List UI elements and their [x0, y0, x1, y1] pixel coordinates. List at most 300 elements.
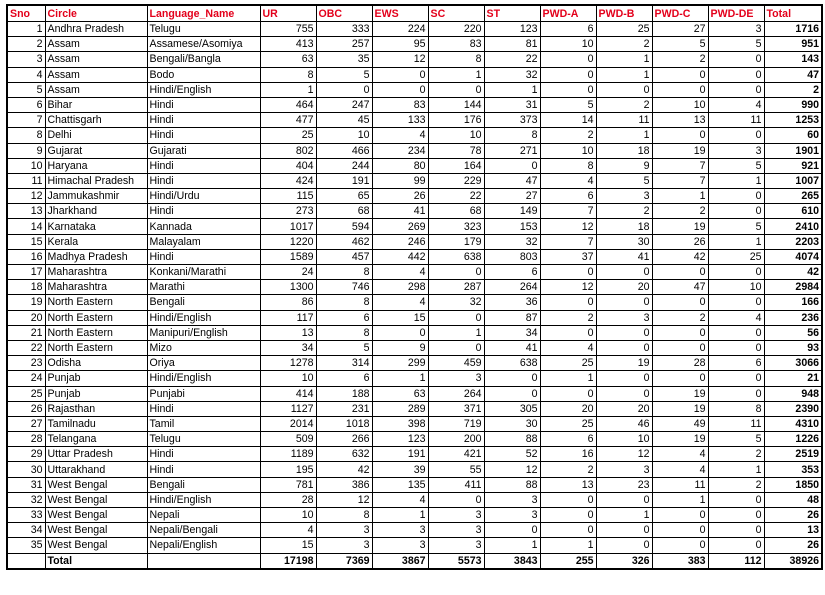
table-cell[interactable]: Bengali: [147, 295, 260, 310]
table-cell[interactable]: 28: [260, 492, 316, 507]
table-cell[interactable]: North Eastern: [45, 295, 147, 310]
table-cell[interactable]: 1: [596, 52, 652, 67]
table-cell[interactable]: 35: [316, 52, 372, 67]
table-cell[interactable]: 30: [596, 234, 652, 249]
table-cell[interactable]: 264: [428, 386, 484, 401]
table-cell[interactable]: 34: [7, 523, 45, 538]
table-cell[interactable]: 88: [484, 432, 540, 447]
table-cell[interactable]: 6: [540, 189, 596, 204]
table-cell[interactable]: 28: [652, 356, 708, 371]
table-cell[interactable]: 11: [652, 477, 708, 492]
table-cell[interactable]: West Bengal: [45, 508, 147, 523]
table-cell[interactable]: Hindi: [147, 158, 260, 173]
table-cell[interactable]: 0: [652, 508, 708, 523]
table-cell[interactable]: 11: [708, 416, 764, 431]
table-cell[interactable]: 1: [652, 492, 708, 507]
table-cell[interactable]: 0: [708, 371, 764, 386]
table-cell[interactable]: 23: [7, 356, 45, 371]
table-cell[interactable]: 3: [372, 523, 428, 538]
table-cell[interactable]: Jharkhand: [45, 204, 147, 219]
table-cell[interactable]: 25: [260, 128, 316, 143]
table-cell[interactable]: 0: [540, 508, 596, 523]
total-cell[interactable]: 38926: [764, 553, 822, 569]
table-cell[interactable]: 11: [708, 113, 764, 128]
table-cell[interactable]: 188: [316, 386, 372, 401]
column-header[interactable]: Language_Name: [147, 5, 260, 22]
table-cell[interactable]: 0: [708, 265, 764, 280]
table-cell[interactable]: 3: [7, 52, 45, 67]
table-cell[interactable]: 149: [484, 204, 540, 219]
table-cell[interactable]: 234: [372, 143, 428, 158]
table-cell[interactable]: Hindi: [147, 128, 260, 143]
table-cell[interactable]: 13: [7, 204, 45, 219]
table-cell[interactable]: 0: [708, 189, 764, 204]
table-cell[interactable]: 2: [764, 82, 822, 97]
table-cell[interactable]: 10: [708, 280, 764, 295]
table-cell[interactable]: 3: [596, 462, 652, 477]
table-cell[interactable]: Rajasthan: [45, 401, 147, 416]
table-cell[interactable]: 638: [428, 249, 484, 264]
table-cell[interactable]: 0: [484, 158, 540, 173]
table-cell[interactable]: 0: [540, 492, 596, 507]
column-header[interactable]: OBC: [316, 5, 372, 22]
table-cell[interactable]: 0: [596, 538, 652, 553]
table-cell[interactable]: 10: [316, 128, 372, 143]
table-cell[interactable]: 8: [540, 158, 596, 173]
table-cell[interactable]: 323: [428, 219, 484, 234]
table-cell[interactable]: 19: [7, 295, 45, 310]
table-cell[interactable]: 1: [708, 234, 764, 249]
table-cell[interactable]: 0: [708, 82, 764, 97]
table-cell[interactable]: 0: [652, 340, 708, 355]
table-cell[interactable]: Kerala: [45, 234, 147, 249]
table-cell[interactable]: Chattisgarh: [45, 113, 147, 128]
table-cell[interactable]: 31: [484, 97, 540, 112]
table-cell[interactable]: 0: [652, 82, 708, 97]
total-cell[interactable]: Total: [45, 553, 147, 569]
table-cell[interactable]: 179: [428, 234, 484, 249]
table-cell[interactable]: 20: [596, 401, 652, 416]
table-cell[interactable]: Odisha: [45, 356, 147, 371]
table-cell[interactable]: 1901: [764, 143, 822, 158]
table-cell[interactable]: 9: [372, 340, 428, 355]
table-cell[interactable]: North Eastern: [45, 310, 147, 325]
table-cell[interactable]: 88: [484, 477, 540, 492]
table-cell[interactable]: 4: [372, 265, 428, 280]
table-cell[interactable]: 266: [316, 432, 372, 447]
table-cell[interactable]: 14: [7, 219, 45, 234]
table-cell[interactable]: 22: [484, 52, 540, 67]
table-cell[interactable]: 3: [372, 538, 428, 553]
table-cell[interactable]: 0: [596, 265, 652, 280]
table-cell[interactable]: Hindi/English: [147, 371, 260, 386]
table-cell[interactable]: 78: [428, 143, 484, 158]
table-cell[interactable]: 49: [652, 416, 708, 431]
table-cell[interactable]: 18: [596, 143, 652, 158]
table-cell[interactable]: 411: [428, 477, 484, 492]
table-cell[interactable]: 5: [540, 97, 596, 112]
table-cell[interactable]: Nepali: [147, 508, 260, 523]
table-cell[interactable]: 264: [484, 280, 540, 295]
table-cell[interactable]: 421: [428, 447, 484, 462]
table-cell[interactable]: 25: [540, 416, 596, 431]
table-cell[interactable]: 7: [652, 173, 708, 188]
table-cell[interactable]: 16: [540, 447, 596, 462]
table-cell[interactable]: Uttarakhand: [45, 462, 147, 477]
table-cell[interactable]: Hindi: [147, 462, 260, 477]
table-cell[interactable]: 16: [7, 249, 45, 264]
table-cell[interactable]: 10: [596, 432, 652, 447]
table-cell[interactable]: Bengali: [147, 477, 260, 492]
table-cell[interactable]: 47: [764, 67, 822, 82]
table-cell[interactable]: 6: [708, 356, 764, 371]
table-cell[interactable]: 0: [652, 67, 708, 82]
column-header[interactable]: UR: [260, 5, 316, 22]
table-cell[interactable]: 273: [260, 204, 316, 219]
table-cell[interactable]: 83: [428, 37, 484, 52]
table-cell[interactable]: 19: [596, 356, 652, 371]
table-cell[interactable]: 269: [372, 219, 428, 234]
table-cell[interactable]: 0: [372, 325, 428, 340]
table-cell[interactable]: 2: [708, 447, 764, 462]
table-cell[interactable]: 2410: [764, 219, 822, 234]
table-cell[interactable]: 3: [596, 310, 652, 325]
table-cell[interactable]: 0: [484, 371, 540, 386]
table-cell[interactable]: 1: [708, 462, 764, 477]
table-cell[interactable]: 42: [316, 462, 372, 477]
table-cell[interactable]: Malayalam: [147, 234, 260, 249]
table-cell[interactable]: 0: [708, 523, 764, 538]
table-cell[interactable]: Hindi/English: [147, 310, 260, 325]
table-cell[interactable]: 4: [540, 340, 596, 355]
table-cell[interactable]: 10: [428, 128, 484, 143]
table-cell[interactable]: 8: [260, 67, 316, 82]
table-cell[interactable]: 81: [484, 37, 540, 52]
table-cell[interactable]: 2: [596, 37, 652, 52]
table-cell[interactable]: 2: [7, 37, 45, 52]
table-cell[interactable]: 0: [652, 265, 708, 280]
table-cell[interactable]: 63: [372, 386, 428, 401]
table-cell[interactable]: 27: [7, 416, 45, 431]
table-cell[interactable]: Gujarati: [147, 143, 260, 158]
table-cell[interactable]: 6: [540, 432, 596, 447]
table-cell[interactable]: 80: [372, 158, 428, 173]
table-cell[interactable]: 68: [428, 204, 484, 219]
table-cell[interactable]: 1226: [764, 432, 822, 447]
table-cell[interactable]: 144: [428, 97, 484, 112]
table-cell[interactable]: 47: [484, 173, 540, 188]
table-cell[interactable]: 12: [484, 462, 540, 477]
table-cell[interactable]: Haryana: [45, 158, 147, 173]
table-cell[interactable]: 1: [484, 538, 540, 553]
table-cell[interactable]: Telugu: [147, 432, 260, 447]
table-cell[interactable]: 0: [708, 128, 764, 143]
table-cell[interactable]: 0: [708, 325, 764, 340]
table-cell[interactable]: 803: [484, 249, 540, 264]
table-cell[interactable]: 26: [372, 189, 428, 204]
table-cell[interactable]: 5: [652, 37, 708, 52]
table-cell[interactable]: 86: [260, 295, 316, 310]
table-cell[interactable]: 0: [484, 523, 540, 538]
table-cell[interactable]: 0: [708, 538, 764, 553]
total-cell[interactable]: 7369: [316, 553, 372, 569]
table-cell[interactable]: 231: [316, 401, 372, 416]
table-cell[interactable]: 9: [596, 158, 652, 173]
table-cell[interactable]: 8: [708, 401, 764, 416]
table-cell[interactable]: 632: [316, 447, 372, 462]
table-cell[interactable]: 289: [372, 401, 428, 416]
table-cell[interactable]: 6: [316, 310, 372, 325]
table-cell[interactable]: 3066: [764, 356, 822, 371]
table-cell[interactable]: Maharashtra: [45, 280, 147, 295]
table-cell[interactable]: 314: [316, 356, 372, 371]
table-cell[interactable]: Hindi: [147, 401, 260, 416]
table-cell[interactable]: 2014: [260, 416, 316, 431]
table-cell[interactable]: 191: [372, 447, 428, 462]
table-cell[interactable]: 34: [260, 340, 316, 355]
table-cell[interactable]: 46: [596, 416, 652, 431]
table-cell[interactable]: 610: [764, 204, 822, 219]
table-cell[interactable]: 15: [372, 310, 428, 325]
table-cell[interactable]: 5: [708, 432, 764, 447]
table-cell[interactable]: 2519: [764, 447, 822, 462]
table-cell[interactable]: Tamilnadu: [45, 416, 147, 431]
column-header[interactable]: PWD-DE: [708, 5, 764, 22]
table-cell[interactable]: 5: [316, 340, 372, 355]
table-cell[interactable]: 24: [260, 265, 316, 280]
table-cell[interactable]: Telangana: [45, 432, 147, 447]
table-cell[interactable]: 0: [596, 386, 652, 401]
table-cell[interactable]: 63: [260, 52, 316, 67]
table-cell[interactable]: 37: [540, 249, 596, 264]
table-cell[interactable]: 0: [540, 386, 596, 401]
table-cell[interactable]: 19: [652, 219, 708, 234]
table-cell[interactable]: 10: [260, 371, 316, 386]
table-cell[interactable]: 1: [428, 67, 484, 82]
table-cell[interactable]: 56: [764, 325, 822, 340]
table-cell[interactable]: 287: [428, 280, 484, 295]
column-header[interactable]: PWD-A: [540, 5, 596, 22]
table-cell[interactable]: 17: [7, 265, 45, 280]
table-cell[interactable]: 4: [708, 97, 764, 112]
table-cell[interactable]: Madhya Pradesh: [45, 249, 147, 264]
table-cell[interactable]: 1: [596, 67, 652, 82]
table-cell[interactable]: 133: [372, 113, 428, 128]
table-cell[interactable]: 25: [708, 249, 764, 264]
table-cell[interactable]: 14: [540, 113, 596, 128]
table-cell[interactable]: 41: [484, 340, 540, 355]
table-cell[interactable]: 31: [7, 477, 45, 492]
table-cell[interactable]: West Bengal: [45, 523, 147, 538]
table-cell[interactable]: 373: [484, 113, 540, 128]
table-cell[interactable]: 0: [596, 82, 652, 97]
table-cell[interactable]: 7: [540, 234, 596, 249]
table-cell[interactable]: 5: [316, 67, 372, 82]
table-cell[interactable]: 0: [652, 523, 708, 538]
table-cell[interactable]: 48: [764, 492, 822, 507]
table-cell[interactable]: 10: [260, 508, 316, 523]
table-cell[interactable]: 8: [7, 128, 45, 143]
table-cell[interactable]: 12: [596, 447, 652, 462]
table-cell[interactable]: 4: [7, 67, 45, 82]
table-cell[interactable]: 0: [652, 371, 708, 386]
table-cell[interactable]: Tamil: [147, 416, 260, 431]
table-cell[interactable]: 3: [428, 523, 484, 538]
table-cell[interactable]: 20: [540, 401, 596, 416]
table-cell[interactable]: 2: [596, 97, 652, 112]
table-cell[interactable]: West Bengal: [45, 477, 147, 492]
table-cell[interactable]: 921: [764, 158, 822, 173]
table-cell[interactable]: 466: [316, 143, 372, 158]
table-cell[interactable]: 6: [316, 371, 372, 386]
table-cell[interactable]: 3: [428, 371, 484, 386]
table-cell[interactable]: Telugu: [147, 22, 260, 37]
table-cell[interactable]: Assam: [45, 82, 147, 97]
table-cell[interactable]: 0: [708, 508, 764, 523]
table-cell[interactable]: 200: [428, 432, 484, 447]
table-cell[interactable]: 8: [428, 52, 484, 67]
table-cell[interactable]: 87: [484, 310, 540, 325]
table-cell[interactable]: 464: [260, 97, 316, 112]
table-cell[interactable]: 22: [7, 340, 45, 355]
table-cell[interactable]: Hindi: [147, 204, 260, 219]
table-cell[interactable]: 1: [7, 22, 45, 37]
table-cell[interactable]: North Eastern: [45, 325, 147, 340]
table-cell[interactable]: 32: [484, 67, 540, 82]
table-cell[interactable]: Assamese/Asomiya: [147, 37, 260, 52]
table-cell[interactable]: 42: [764, 265, 822, 280]
table-cell[interactable]: 0: [372, 82, 428, 97]
table-cell[interactable]: 0: [708, 492, 764, 507]
table-cell[interactable]: 18: [7, 280, 45, 295]
table-cell[interactable]: 6: [7, 97, 45, 112]
table-cell[interactable]: 8: [484, 128, 540, 143]
table-cell[interactable]: 34: [484, 325, 540, 340]
total-cell[interactable]: 3867: [372, 553, 428, 569]
table-cell[interactable]: 4: [652, 447, 708, 462]
table-cell[interactable]: 135: [372, 477, 428, 492]
table-cell[interactable]: 0: [708, 52, 764, 67]
table-cell[interactable]: 4074: [764, 249, 822, 264]
table-cell[interactable]: 594: [316, 219, 372, 234]
table-cell[interactable]: Manipuri/English: [147, 325, 260, 340]
table-cell[interactable]: 55: [428, 462, 484, 477]
table-cell[interactable]: West Bengal: [45, 492, 147, 507]
table-cell[interactable]: 12: [540, 280, 596, 295]
total-cell[interactable]: [147, 553, 260, 569]
table-cell[interactable]: 19: [652, 143, 708, 158]
total-cell[interactable]: [7, 553, 45, 569]
table-cell[interactable]: Assam: [45, 37, 147, 52]
table-cell[interactable]: 4: [708, 310, 764, 325]
table-cell[interactable]: 5: [708, 219, 764, 234]
table-cell[interactable]: 2: [652, 204, 708, 219]
table-cell[interactable]: 10: [540, 37, 596, 52]
table-cell[interactable]: 5: [7, 82, 45, 97]
table-cell[interactable]: 11: [7, 173, 45, 188]
total-cell[interactable]: 255: [540, 553, 596, 569]
table-cell[interactable]: 0: [428, 492, 484, 507]
table-cell[interactable]: Assam: [45, 52, 147, 67]
column-header[interactable]: EWS: [372, 5, 428, 22]
table-cell[interactable]: 1: [540, 371, 596, 386]
table-cell[interactable]: 123: [372, 432, 428, 447]
table-cell[interactable]: 47: [652, 280, 708, 295]
table-cell[interactable]: 32: [484, 234, 540, 249]
table-cell[interactable]: Assam: [45, 67, 147, 82]
table-cell[interactable]: 0: [540, 82, 596, 97]
table-cell[interactable]: Hindi/Urdu: [147, 189, 260, 204]
table-cell[interactable]: 2: [540, 128, 596, 143]
table-cell[interactable]: 4: [652, 462, 708, 477]
table-cell[interactable]: 1: [428, 325, 484, 340]
table-cell[interactable]: Hindi/English: [147, 82, 260, 97]
table-cell[interactable]: 0: [708, 340, 764, 355]
table-cell[interactable]: 477: [260, 113, 316, 128]
table-cell[interactable]: 2: [652, 310, 708, 325]
table-cell[interactable]: 0: [596, 295, 652, 310]
table-cell[interactable]: 0: [484, 386, 540, 401]
table-cell[interactable]: 4: [372, 492, 428, 507]
table-cell[interactable]: 0: [428, 82, 484, 97]
table-cell[interactable]: 0: [428, 265, 484, 280]
table-cell[interactable]: 0: [652, 295, 708, 310]
table-cell[interactable]: 247: [316, 97, 372, 112]
table-cell[interactable]: 1278: [260, 356, 316, 371]
table-cell[interactable]: 12: [7, 189, 45, 204]
table-cell[interactable]: Punjabi: [147, 386, 260, 401]
table-cell[interactable]: 26: [764, 538, 822, 553]
table-cell[interactable]: 265: [764, 189, 822, 204]
table-cell[interactable]: 0: [596, 492, 652, 507]
table-cell[interactable]: 3: [484, 492, 540, 507]
table-cell[interactable]: 32: [428, 295, 484, 310]
total-cell[interactable]: 326: [596, 553, 652, 569]
table-cell[interactable]: 0: [372, 67, 428, 82]
table-cell[interactable]: Hindi/English: [147, 492, 260, 507]
table-cell[interactable]: 2203: [764, 234, 822, 249]
table-cell[interactable]: Oriya: [147, 356, 260, 371]
total-cell[interactable]: 383: [652, 553, 708, 569]
table-cell[interactable]: 39: [372, 462, 428, 477]
table-cell[interactable]: Marathi: [147, 280, 260, 295]
table-cell[interactable]: 21: [764, 371, 822, 386]
table-cell[interactable]: 117: [260, 310, 316, 325]
table-cell[interactable]: 1127: [260, 401, 316, 416]
table-cell[interactable]: 802: [260, 143, 316, 158]
table-cell[interactable]: 164: [428, 158, 484, 173]
table-cell[interactable]: 68: [316, 204, 372, 219]
table-cell[interactable]: 176: [428, 113, 484, 128]
table-cell[interactable]: 0: [652, 128, 708, 143]
table-cell[interactable]: 457: [316, 249, 372, 264]
table-cell[interactable]: 4: [260, 523, 316, 538]
column-header[interactable]: Total: [764, 5, 822, 22]
table-cell[interactable]: 442: [372, 249, 428, 264]
table-cell[interactable]: 229: [428, 173, 484, 188]
table-cell[interactable]: 13: [652, 113, 708, 128]
table-cell[interactable]: 42: [652, 249, 708, 264]
table-cell[interactable]: 509: [260, 432, 316, 447]
table-cell[interactable]: 1300: [260, 280, 316, 295]
table-cell[interactable]: 25: [596, 22, 652, 37]
table-cell[interactable]: 25: [540, 356, 596, 371]
column-header[interactable]: SC: [428, 5, 484, 22]
table-cell[interactable]: Hindi: [147, 113, 260, 128]
table-cell[interactable]: 60: [764, 128, 822, 143]
table-cell[interactable]: 2: [596, 204, 652, 219]
table-cell[interactable]: 948: [764, 386, 822, 401]
